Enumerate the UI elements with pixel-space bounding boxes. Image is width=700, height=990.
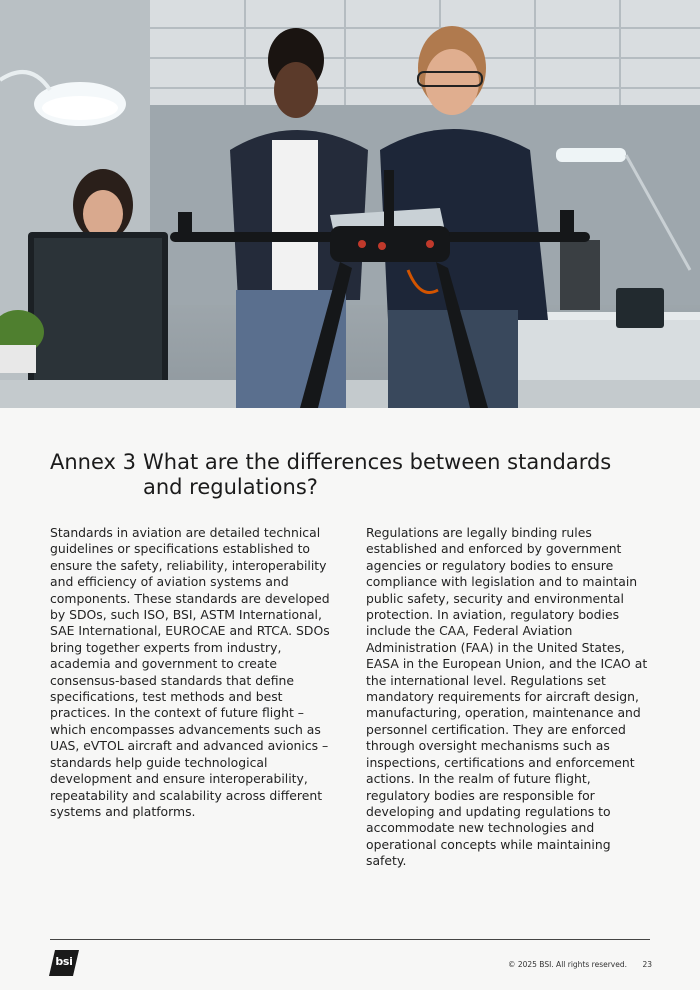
standards-paragraph: Standards in aviation are detailed technical guidelines or specifications established to ensure the safety, reliability, interoperability and efficiency of aviation systems and components. These standards are developed by SDOs, such ISO, BSI, ASTM International, SAE International, EUROCAE and RTCA. SDOs bring together experts from industry, academia and government to create consensus-based standards that define specifications, test methods and best practices. In the context of future flight – which encompasses advancements such as UAS, eVTOL aircraft and advanced avionics – standards help guide technological development and ensure interoperability, repeatability and scalability across different systems and platforms.: [50, 525, 330, 819]
hero-photo-lab-drone: [0, 0, 700, 408]
bsi-logo-text: bsi: [55, 955, 73, 968]
bsi-logo: [49, 950, 79, 976]
page-number: 23: [642, 960, 652, 969]
hero-illustration: [0, 0, 700, 408]
annex-label: Annex 3: [50, 450, 136, 474]
annex-heading: What are the differences between standards and regulations?: [143, 450, 612, 499]
footer-divider: [50, 939, 650, 940]
copyright-notice: © 2025 BSI. All rights reserved.: [507, 960, 627, 969]
regulations-paragraph: Regulations are legally binding rules established and enforced by government agencies or regulatory bodies to ensure compliance with legislation and to maintain public safety, security and environmental protection. In aviation, regulatory bodies include the CAA, Federal Aviation Administration (FAA) in the United States, EASA in the European Union, and the ICAO at the international level. Regulations set mandatory requirements for aircraft design, manufacturing, operation, maintenance and personnel certification. They are enforced through oversight mechanisms such as inspections, certifications and enforcement actions. In the realm of future flight, regulatory bodies are responsible for developing and updating regulations to accommodate new technologies and operational concepts while maintaining safety.: [366, 525, 648, 869]
